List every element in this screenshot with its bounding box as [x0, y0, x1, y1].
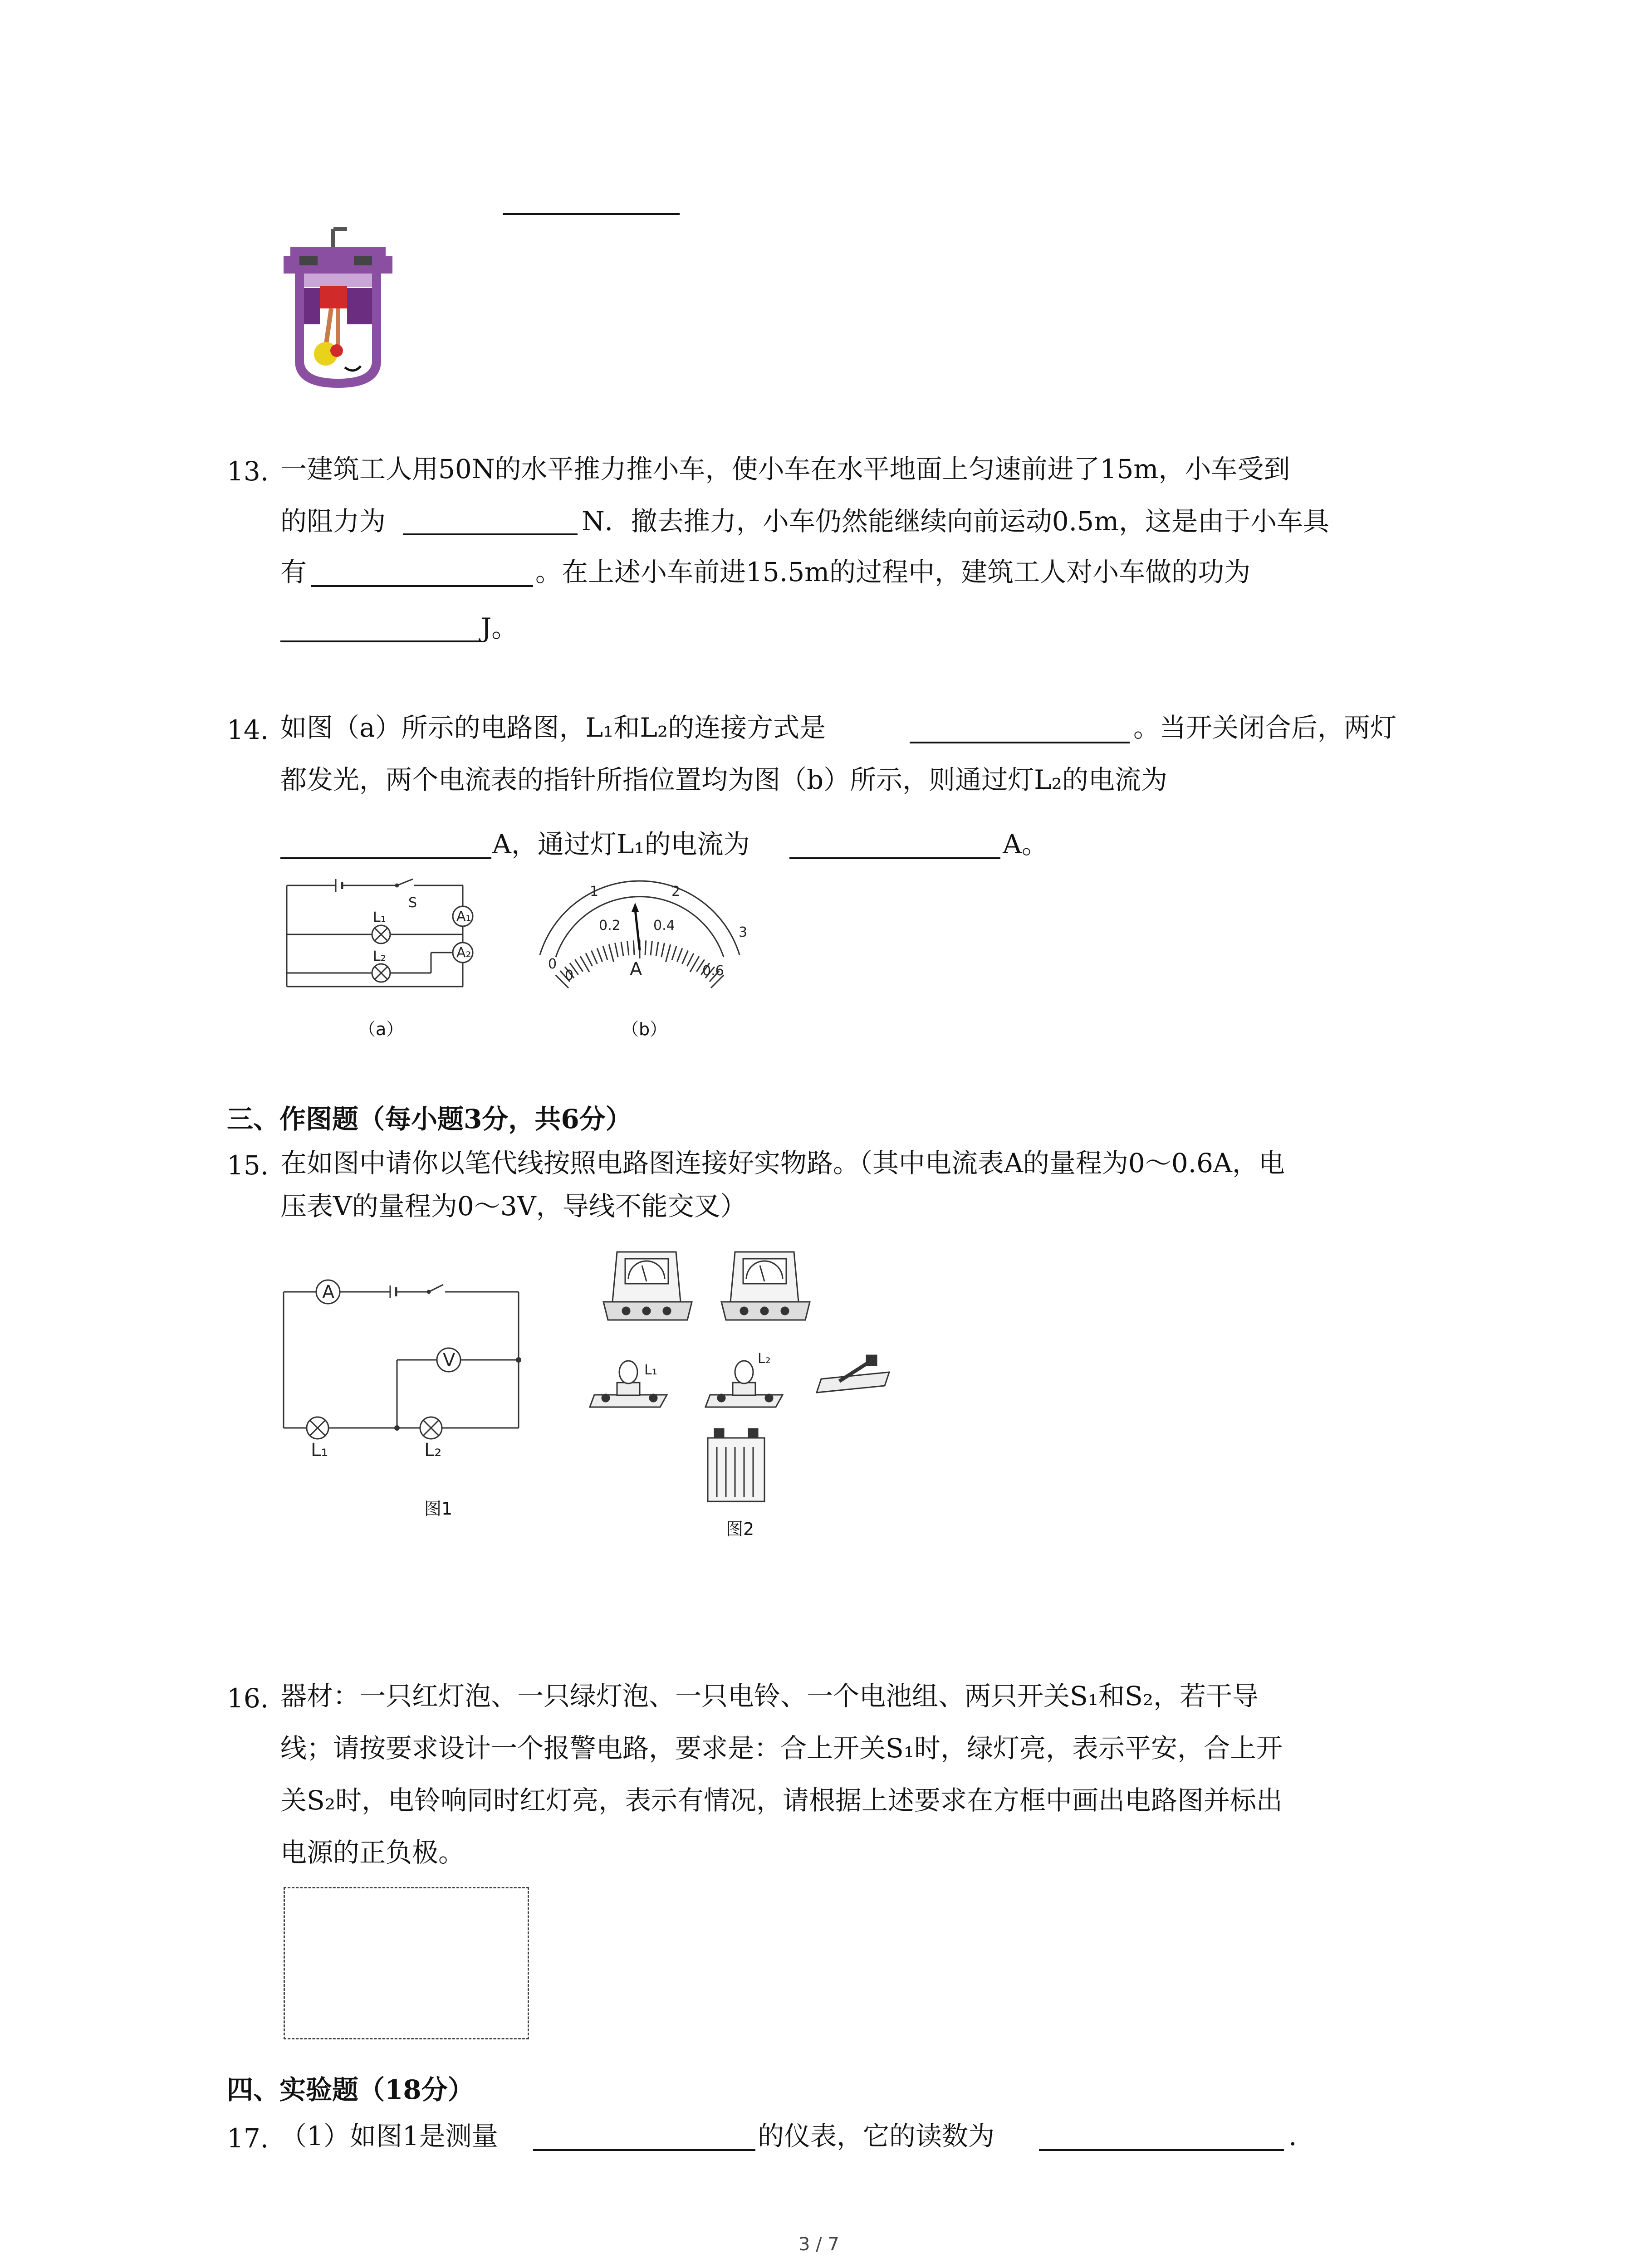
answer-blank[interactable] [403, 533, 578, 535]
label-L1: L₁ [373, 909, 386, 925]
question-number: 15. [227, 1150, 269, 1181]
dial-tick [615, 943, 618, 957]
inner-tick-02: 0.2 [599, 918, 621, 934]
dial-tick [597, 948, 602, 962]
answer-blank[interactable] [789, 857, 1000, 859]
question-number: 17. [227, 2123, 269, 2154]
figure-caption: 图2 [726, 1519, 754, 1539]
answer-blank[interactable] [280, 640, 480, 642]
question-text: N．撤去推力，小车仍然能继续向前运动0.5m，这是由于小车具 [582, 506, 1329, 537]
dial-tick [651, 941, 652, 955]
dial-tick [672, 946, 676, 960]
question-text: 都发光，两个电流表的指针所指位置均为图（b）所示，则通过灯L₂的电流为 [280, 764, 1167, 795]
label-A: A [322, 1282, 335, 1303]
page-number: 3 / 7 [798, 2234, 839, 2255]
question-text: 电源的正负极。 [280, 1837, 465, 1868]
answer-blank[interactable] [280, 857, 491, 859]
dial-tick [677, 948, 682, 962]
question-text: 的阻力为 [280, 506, 386, 537]
question-text: 一建筑工人用50N的水平推力推小车，使小车在水平地面上匀速前进了15m，小车受到 [280, 454, 1290, 484]
inner-tick-06: 0.6 [702, 963, 724, 979]
figure-caption: （b） [622, 1019, 667, 1039]
dial-tick [656, 942, 658, 956]
label-L1: L₁ [311, 1440, 328, 1461]
ammeter-dial-b [522, 878, 758, 996]
answer-blank-q12[interactable] [503, 213, 680, 215]
outer-tick-2: 2 [671, 884, 681, 899]
question-text: 有 [280, 557, 307, 587]
inner-tick-04: 0.4 [653, 918, 675, 934]
component-photos-fig2 [585, 1238, 912, 1547]
figure-caption: 图1 [424, 1499, 453, 1519]
dial-tick [633, 940, 634, 955]
label-L2: L₂ [373, 948, 386, 964]
section-heading: 三、作图题（每小题3分，共6分） [227, 1104, 632, 1134]
inner-tick-0: 0 [565, 968, 574, 983]
dial-tick [645, 940, 646, 955]
dial-tick [687, 953, 694, 967]
question-number: 13. [227, 456, 269, 487]
dial-tick [609, 944, 613, 962]
answer-blank[interactable] [910, 742, 1130, 743]
question-number: 16. [227, 1683, 269, 1714]
question-text: 在如图中请你以笔代线按照电路图连接好实物路。（其中电流表A的量程为0～0.6A，电 [280, 1148, 1285, 1178]
label-bulb-L2: L₂ [758, 1351, 771, 1367]
dial-tick [575, 959, 583, 972]
drawing-answer-box[interactable] [284, 1887, 529, 2039]
figure-caption: （a） [358, 1019, 404, 1039]
question-text: 如图（a）所示的电路图，L₁和L₂的连接方式是 [280, 712, 826, 743]
dial-tick [586, 953, 593, 967]
question-text: 。在上述小车前进15.5m的过程中，建筑工人对小车做的功为 [535, 557, 1251, 587]
outer-tick-0: 0 [548, 956, 557, 972]
question-text: （1）如图1是测量 [280, 2121, 498, 2151]
label-bulb-L1: L₁ [644, 1362, 657, 1378]
circuit-diagram-a [281, 875, 490, 993]
question-text: 。当开关闭合后，两灯 [1133, 712, 1397, 743]
dial-tick [621, 942, 623, 956]
dial-tick [591, 951, 597, 964]
circuit-diagram-fig1 [279, 1266, 533, 1520]
bulb-holder-L2 [705, 1361, 783, 1407]
ammeter-component [603, 1252, 692, 1320]
dial-tick [661, 943, 665, 957]
question-text: J。 [481, 612, 518, 643]
knife-switch [817, 1355, 889, 1393]
question-text: . [1288, 2121, 1297, 2151]
label-V: V [443, 1350, 456, 1371]
question-text: 压表V的量程为0～3V，导线不能交叉） [280, 1191, 747, 1222]
label-A2: A₂ [456, 945, 471, 961]
question-text: 线；请按要求设计一个报警电路，要求是：合上开关S₁时，绿灯亮，表示平安，合上开 [280, 1733, 1283, 1764]
question-number: 14. [227, 714, 269, 745]
answer-blank[interactable] [533, 2149, 755, 2151]
dial-tick [682, 951, 688, 964]
question-text: 关S₂时，电铃响同时红灯亮，表示有情况，请根据上述要求在方框中画出电路图并标出 [280, 1785, 1283, 1816]
question-text: A，通过灯L₁的电流为 [492, 829, 750, 860]
answer-blank[interactable] [311, 585, 533, 587]
outer-tick-3: 3 [739, 924, 748, 940]
dial-tick [666, 944, 670, 962]
outer-tick-1: 1 [590, 884, 599, 899]
section-heading: 四、实验题（18分） [227, 2074, 474, 2105]
meter-unit: A [630, 959, 642, 980]
dial-tick [603, 946, 607, 960]
question-text: A。 [1003, 829, 1048, 860]
label-L2: L₂ [424, 1440, 442, 1461]
label-A1: A₁ [456, 909, 471, 924]
label-S: S [408, 895, 417, 911]
answer-blank[interactable] [1039, 2149, 1284, 2151]
dial-tick [627, 941, 629, 955]
question-text: 器材：一只红灯泡、一只绿灯泡、一只电铃、一个电池组、两只开关S₁和S₂，若干导 [280, 1681, 1259, 1711]
voltmeter-component [721, 1252, 810, 1320]
engine-diagram [277, 225, 399, 397]
battery-pack [708, 1429, 764, 1501]
question-text: 的仪表，它的读数为 [758, 2121, 995, 2151]
